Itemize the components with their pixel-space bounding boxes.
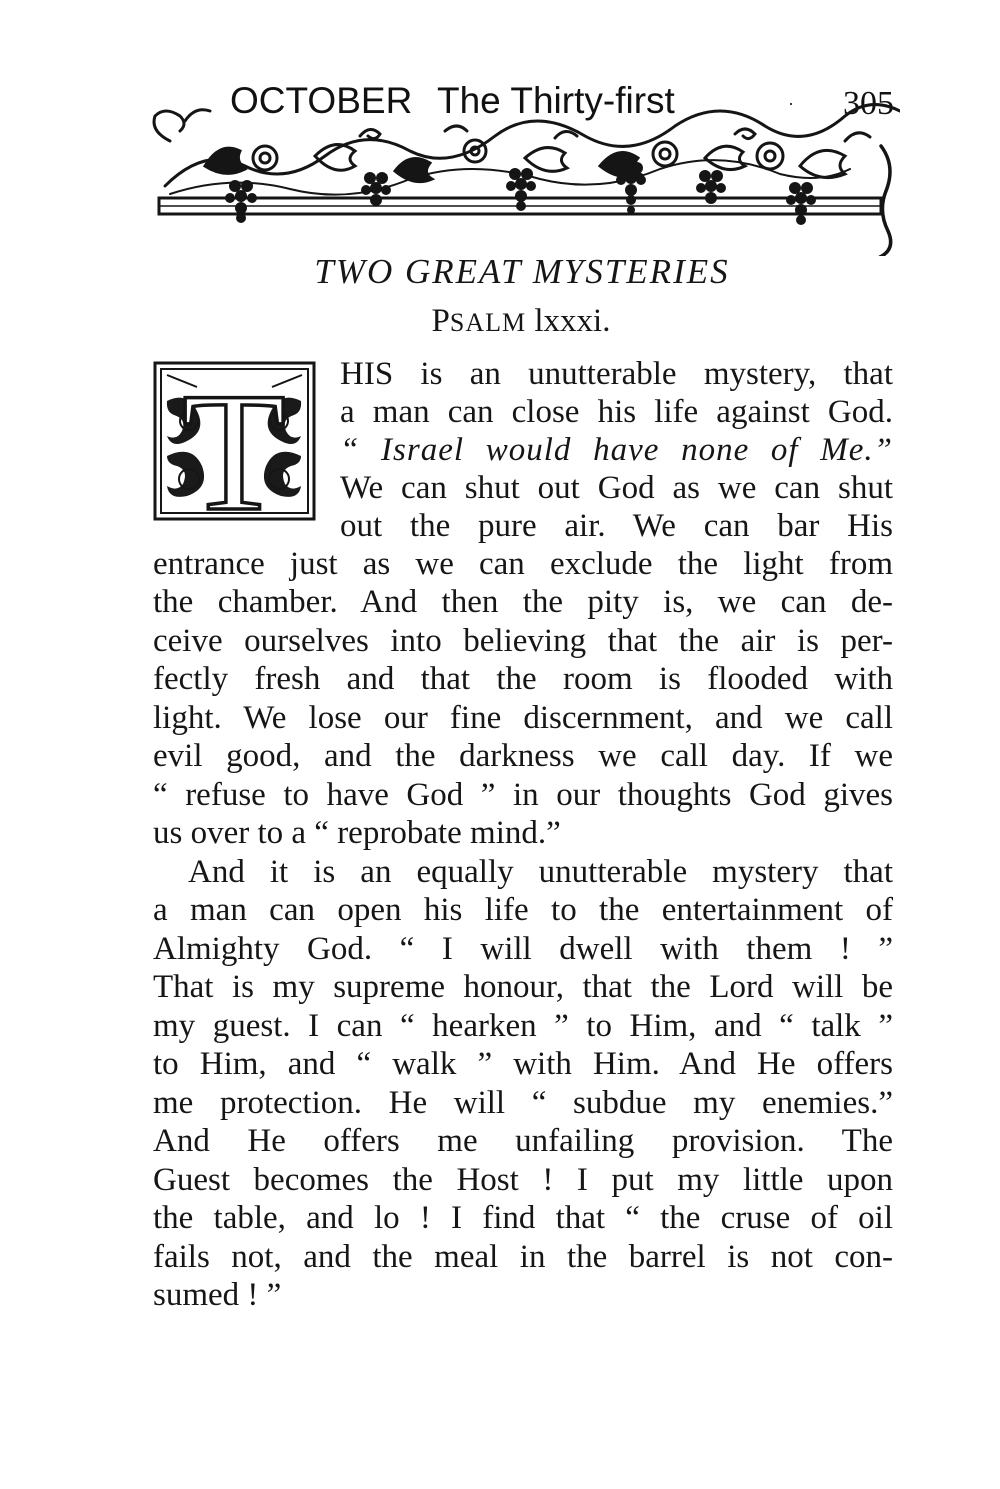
- text-line: Guest becomes the Host ! I put my little upon: [153, 1162, 893, 1198]
- header-month: OCTOBER: [230, 80, 413, 121]
- text-line: us over to a “ reprobate mind.”: [153, 815, 561, 851]
- text-line: “ refuse to have God ” in our thoughts God gives: [153, 777, 893, 813]
- text-line: the chamber. And then the pity is, we can de-: [153, 584, 893, 620]
- header-day: The Thirty-first: [437, 80, 675, 121]
- text-line: entrance just as we can exclude the light from: [153, 546, 893, 582]
- text-line: HIS is an unutterable mystery, that: [340, 356, 893, 392]
- text-line: my guest. I can “ hearken ” to Him, and “ talk ”: [153, 1008, 893, 1044]
- scripture-reference: [0, 303, 1000, 340]
- text-line: And He offers me unfailing provision. The: [153, 1123, 893, 1159]
- text-line: We can shut out God as we can shut: [340, 470, 893, 506]
- drop-cap-letter: T: [182, 361, 286, 521]
- vine-ornament-banner: [145, 96, 900, 256]
- text-line: evil good, and the darkness we call day. If we: [153, 738, 893, 774]
- page-number: 305: [843, 85, 894, 122]
- text-line: Almighty God. “ I will dwell with them ! ”: [153, 931, 893, 967]
- text-line: a man can open his life to the entertainment of: [153, 892, 893, 928]
- text-line-italic: “ Israel would have none of Me.”: [340, 432, 893, 468]
- header-separator-dot: ·: [788, 94, 794, 114]
- text-line: fectly fresh and that the room is flooded with: [153, 661, 893, 697]
- text-line: ceive ourselves into believing that the air is per-: [153, 623, 893, 659]
- text-line: sumed ! ”: [153, 1277, 282, 1313]
- text-line: fails not, and the meal in the barrel is not con-: [153, 1239, 893, 1275]
- chapter-title: TWO GREAT MYSTERIES: [314, 252, 730, 291]
- text-line: And it is an equally unutterable mystery that: [188, 854, 893, 890]
- text-line: me protection. He will “ subdue my enemies.”: [153, 1085, 893, 1121]
- decorated-drop-cap: [153, 361, 316, 521]
- text-line: light. We lose our fine discernment, and we call: [153, 700, 893, 736]
- text-line: the table, and lo ! I find that “ the cruse of oil: [153, 1200, 893, 1236]
- scripture-chapter: lxxxi.: [534, 303, 611, 339]
- text-line: That is my supreme honour, that the Lord will be: [153, 969, 893, 1005]
- text-line: to Him, and “ walk ” with Him. And He offers: [153, 1046, 893, 1082]
- scripture-book-rest: SALM: [449, 308, 527, 337]
- scripture-book-initial: P: [431, 303, 450, 339]
- text-line: out the pure air. We can bar His: [340, 508, 893, 544]
- text-line: a man can close his life against God.: [340, 394, 893, 430]
